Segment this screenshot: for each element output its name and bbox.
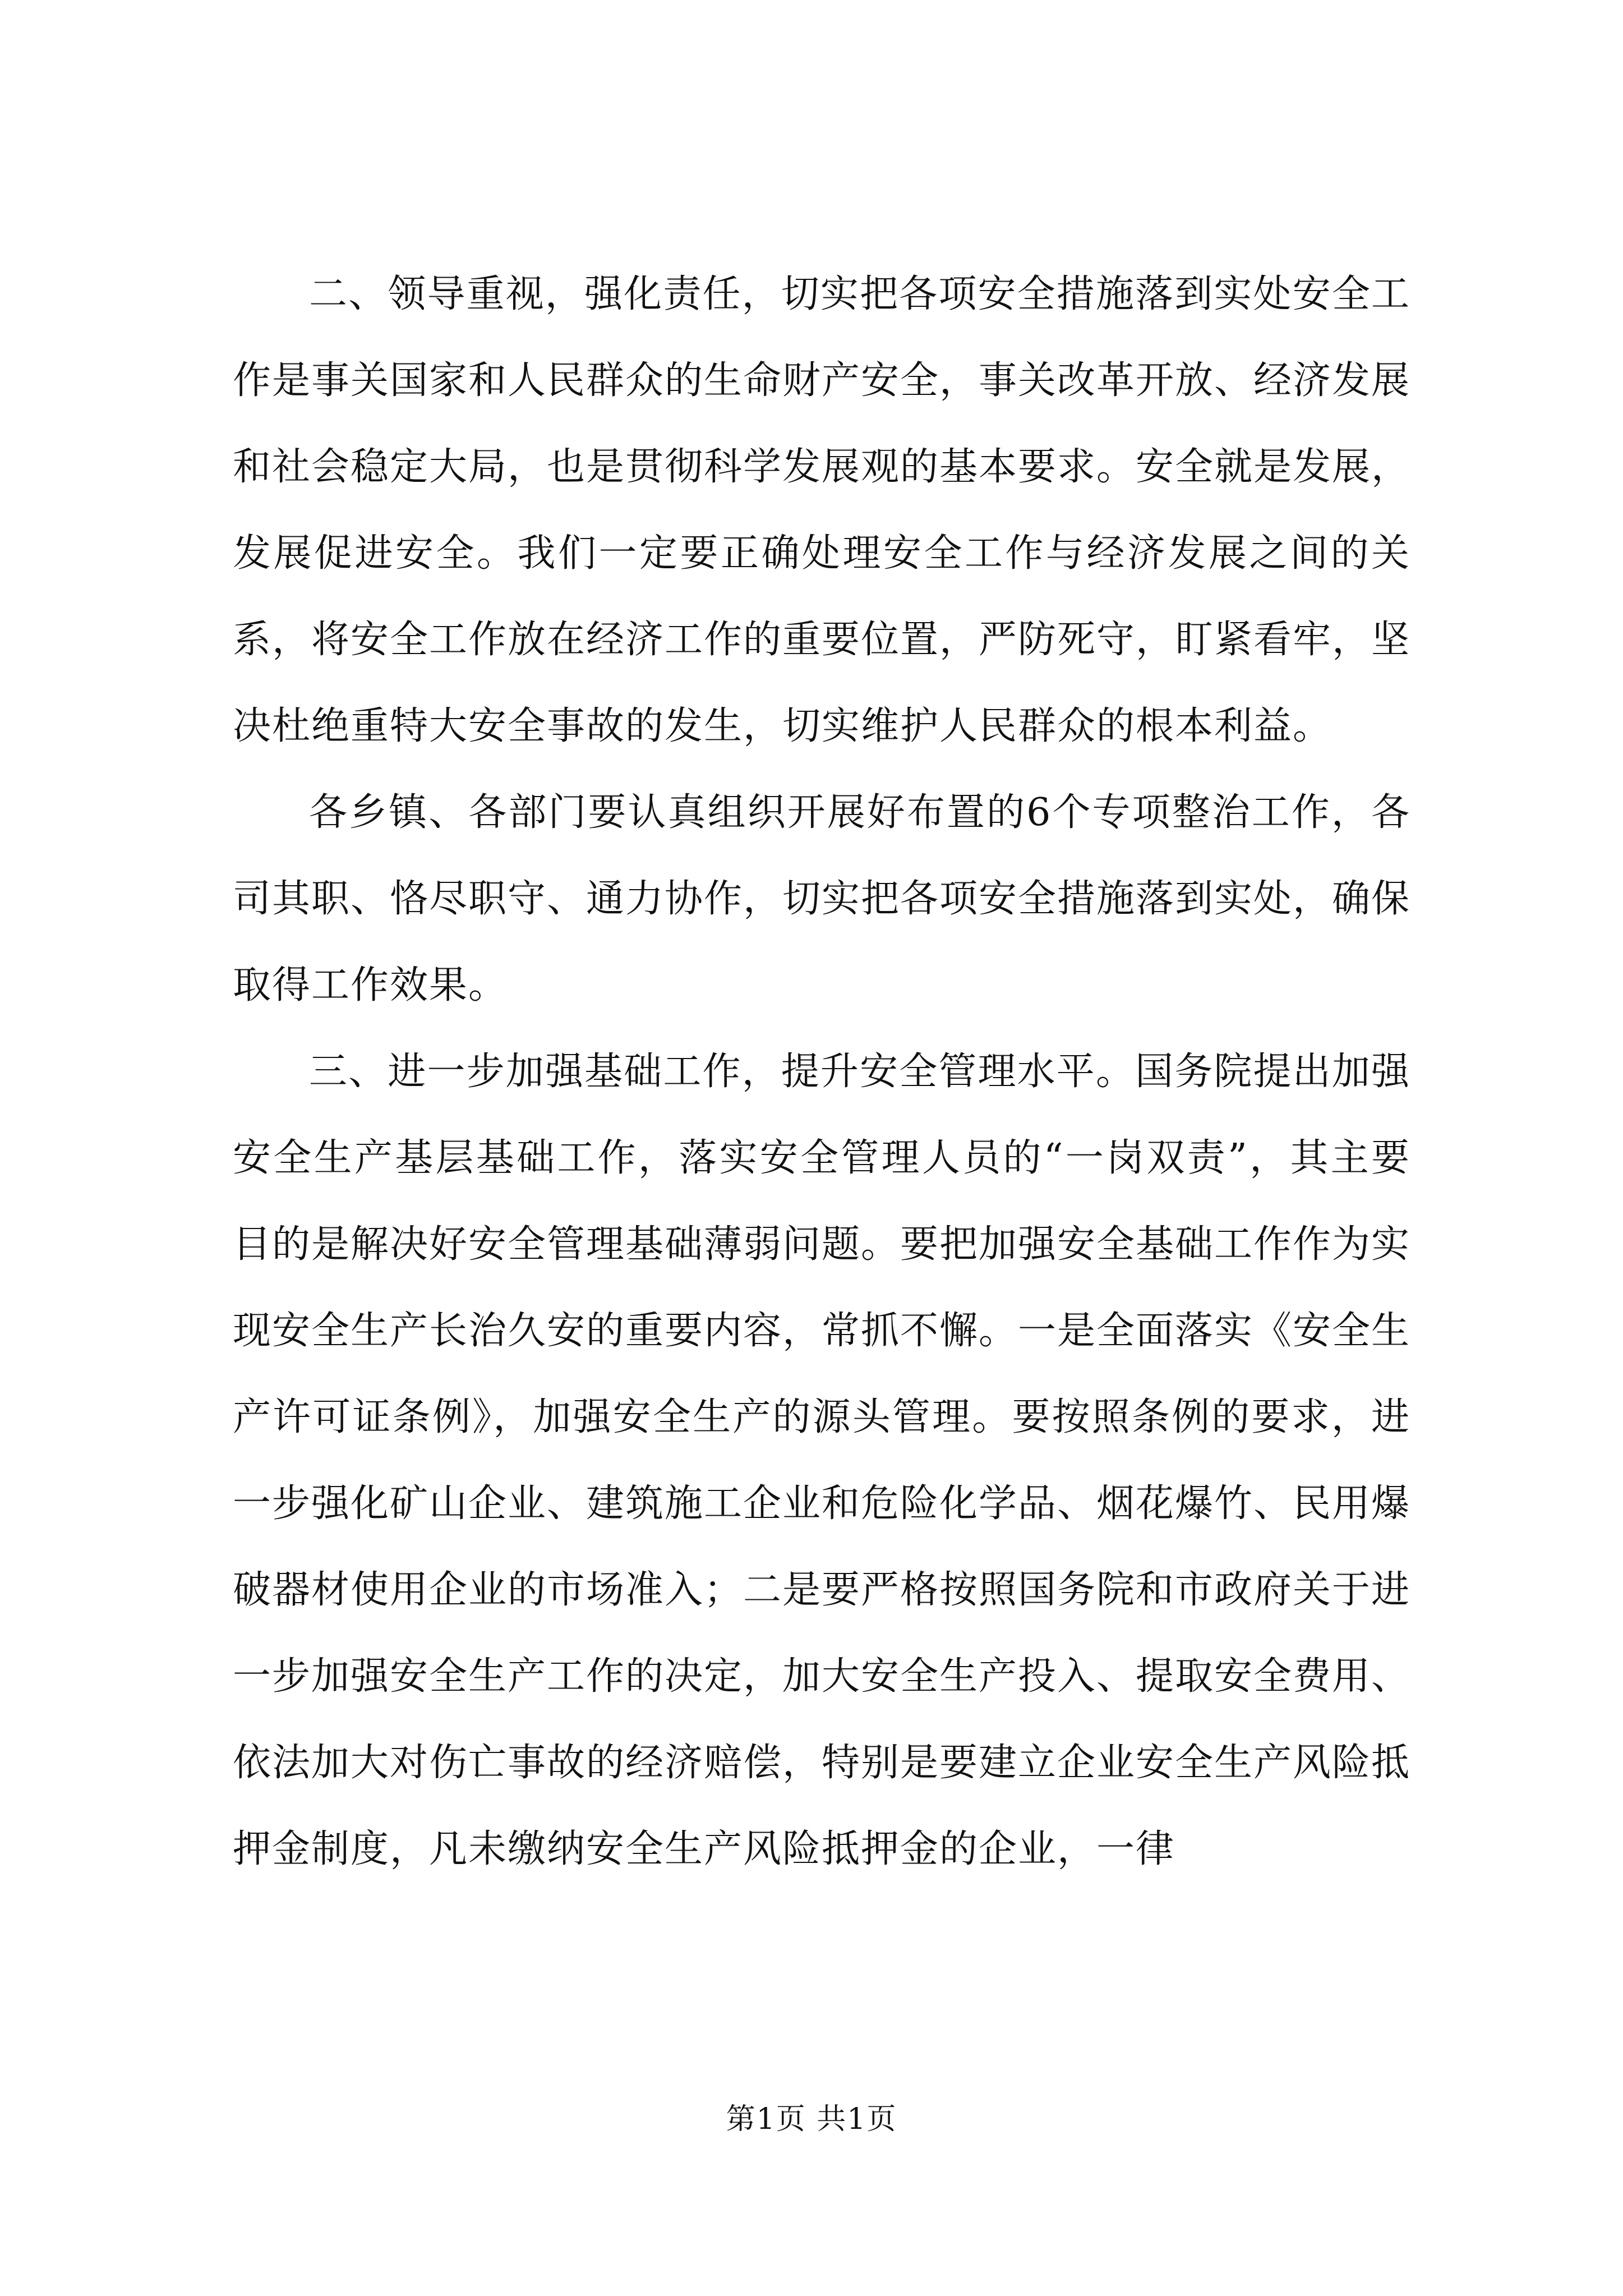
document-body [233,251,1410,1893]
paragraph-3: 三、进一步加强基础工作，提升安全管理水平。国务院提出加强安全生产基层基础工作，落实安全管理人员的“一岗双责”，其主要目的是解决好安全管理基础薄弱问题。要把加强安全基础工作作为实现安全生产长治久安的重要内容，常抓不懈。一是全面落实《安全生产许可证条例》，加强安全生产的源头管理。要按照条例的要求，进一步强化矿山企业、建筑施工企业和危险化学品、烟花爆竹、民用爆破器材使用企业的市场准入；二是要严格按照国务院和市政府关于进一步加强安全生产工作的决定，加大安全生产投入、提取安全费用、依法加大对伤亡事故的经济赔偿，特别是要建立企业安全生产风险抵押金制度，凡未缴纳安全生产风险抵押金的企业，一律 [233,1050,1411,1871]
paragraph-2: 各乡镇、各部门要认真组织开展好布置的6个专项整治工作，各司其职、恪尽职守、通力协作，切实把各项安全措施落到实处，确保取得工作效果。 [233,790,1411,1007]
page-footer: 第1页 共1页 [726,2102,897,2136]
paragraph-1: 二、领导重视，强化责任，切实把各项安全措施落到实处安全工作是事关国家和人民群众的生命财产安全，事关改革开放、经济发展和社会稳定大局，也是贯彻科学发展观的基本要求。安全就是发展，发展促进安全。我们一定要正确处理安全工作与经济发展之间的关系，将安全工作放在经济工作的重要位置，严防死守，盯紧看牢，坚决杜绝重特大安全事故的发生，切实维护人民群众的根本利益。 [233,272,1411,748]
